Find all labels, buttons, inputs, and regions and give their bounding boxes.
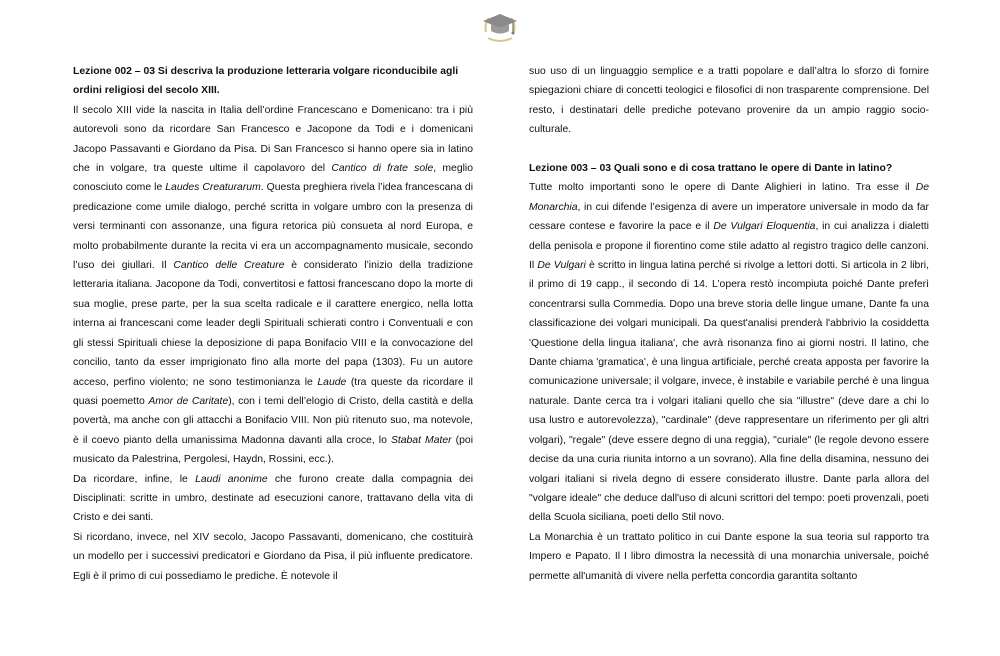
lesson-002-paragraph-3: Si ricordano, invece, nel XIV secolo, Jacopo Passavanti, domenicano, che costituirà un modello per i successivi predicatori e Giordano da Pisa, il più influente predicatore. Egli è il primo di cui possediamo le prediche. È notevole il xyxy=(73,531,473,582)
graduation-cap-icon xyxy=(480,10,520,44)
graduation-cap-logo xyxy=(480,10,520,44)
left-column xyxy=(73,62,473,586)
lesson-002-heading: Lezione 002 – 03 Si descriva la produzione letteraria volgare riconducibile agli ordini religiosi del secolo XIII. xyxy=(73,66,459,97)
section-gap xyxy=(529,140,929,159)
lesson-002-continuation: suo uso di un linguaggio semplice e a tratti popolare e dall’altra lo sforzo di fornire spiegazioni chiare di concetti teologici e filosofici di non trasparente comprensione. Del resto, i destinatari delle prediche potevano provenire da un ampio raggio socio-culturale. xyxy=(529,66,929,136)
lesson-002-paragraph-1: Il secolo XIII vide la nascita in Italia dell’ordine Francescano e Domenicano: tra i più autorevoli sono da ricordare San Francesco e Jacopone da Todi e i domenicani Jacopo Passavanti e Giordano da Pisa. Di San Francesco si hanno opere sia in latino che in volgare, tra queste ultime il capolavoro del Cantico di frate sole, meglio conosciuto come le Laudes Creaturarum. Questa preghiera rivela l’idea francescana di predicazione come umile dialogo, perché scritta in volgare umbro con la presenza di versi terminanti con assonanze, una figura retorica più consueta al nord Europa, e molto probabilmente durante la recita vi era un accompagnamento musicale, secondo l’uso dei giullari. Il Cantico delle Creature è considerato l’inizio della tradizione letteraria italiana. Jacopone da Todi, convertitosi e fattosi francescano dopo la morte di sua moglie, prese parte, per la sua scelta radicale e il carattere energico, nella lotta interna ai francescani come leader degli Spirituali schierati contro i Conventuali e con gli stessi Spirituali chiese la deposizione di papa Bonifacio VIII e la convocazione del concilio, tanto da esser imprigionato fino alla morte del papa (1303). Fu un autore acceso, perfino violento; ne sono testimonianza le Laude (tra queste da ricordare il quasi poemetto Amor de Caritate), con i temi dell’elogio di Cristo, della castità e della povertà, ma anche con gli attacchi a Bonifacio VIII. Non più ritenuto suo, ma notevole, è il coevo pianto della umanissima Madonna davanti alla croce, lo Stabat Mater (poi musicato da Palestrina, Pergolesi, Haydn, Rossini, ecc.). xyxy=(73,104,474,466)
lesson-003-paragraph-2: La Monarchia è un trattato politico in cui Dante espone la sua teoria sul rapporto tra Impero e Papato. Il I libro dimostra la necessità di una monarchia universale, poiché permette all'umanità di vivere nella perfetta concordia garantita soltanto xyxy=(529,531,929,582)
right-column xyxy=(529,62,929,586)
lesson-002-paragraph-2: Da ricordare, infine, le Laudi anonime che furono create dalla compagnia dei Disciplinati: scritte in umbro, destinate ad esecuzioni canore, trattavano della vita di Cristo e dei santi. xyxy=(73,473,474,524)
lesson-003-heading: Lezione 003 – 03 Quali sono e di cosa trattano le opere di Dante in latino? xyxy=(529,163,893,175)
lesson-003-paragraph-1: Tutte molto importanti sono le opere di Dante Alighieri in latino. Tra esse il De Monarchia, in cui difende l’esigenza di avere un imperatore universale in modo da far cessare contese e favorire la pace e il De Vulgari Eloquentia, in cui analizza i dialetti della penisola e propone il fiorentino come stile adatto al registro tragico delle canzoni. Il De Vulgari è scritto in lingua latina perché si rivolge a lettori dotti. Si articola in 2 libri, il primo di 19 capp., il secondo di 14. L’opera restò incompiuta poiché Dante preferì concentrarsi sulla Commedia. Dopo una breve storia delle lingue umane, Dante fa una classificazione dei volgari municipali. Da quest'analisi prenderà l'abbrivio la cosiddetta 'Questione della lingua italiana', che avrà risonanza fino ai giorni nostri. Il latino, che Dante chiama 'gramatica', è una lingua artificiale, perché creata apposta per favorire la comunicazione universale; il volgare, invece, è instabile e variabile perché è una lingua naturale. Dante cerca tra i volgari italiani quello che sia "illustre" (deve dare a chi lo usa lustro e autorevolezza), "cardinale" (deve rappresentare un riferimento per gli altri volgari), "regale" (deve essere degno di una reggia), "curiale" (le regole devono essere decise da una curia riunita intorno a un sovrano). Alla fine della disamina, nessuno dei volgari italiani si rivela degno di essere considerato illustre. Dante parla allora del "volgare ideale" che deduce dall'uso di alcuni scrittori del tempo: poeti provenzali, poeti della Scuola siciliana, poeti dello Stil novo. xyxy=(529,182,929,524)
